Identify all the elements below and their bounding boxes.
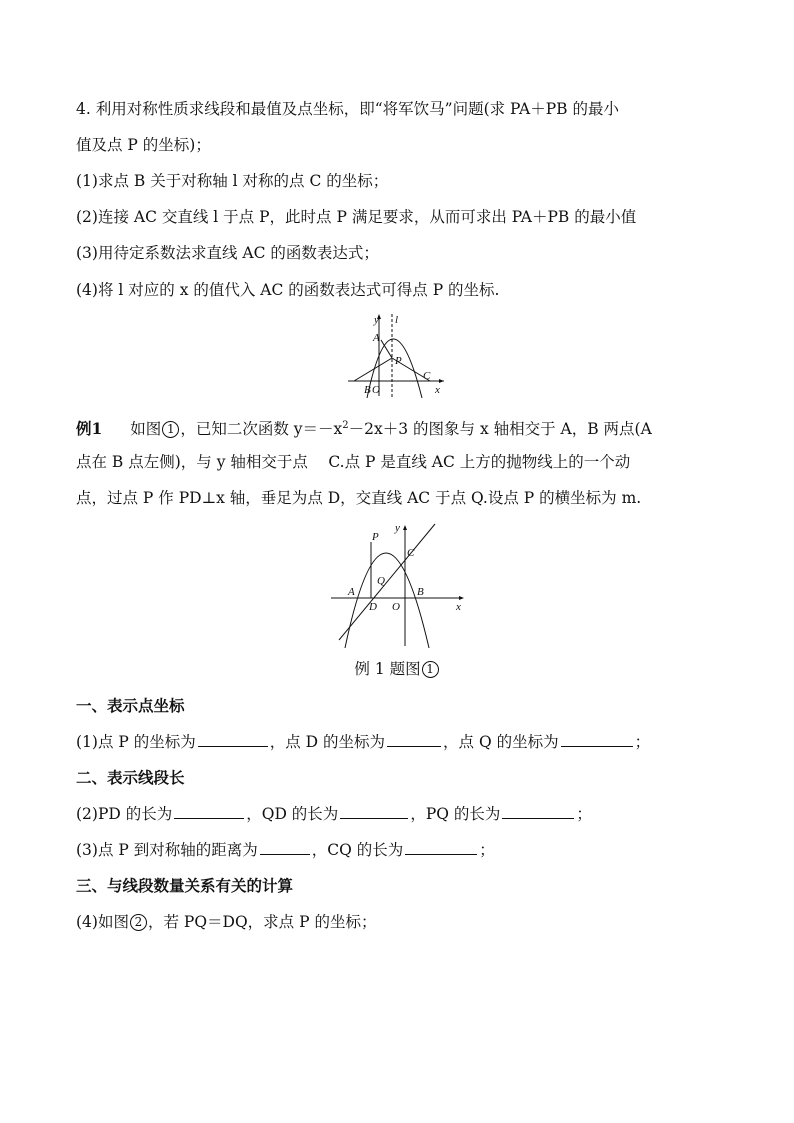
q4-text-a: (4)如图 (76, 913, 129, 931)
label-a: A (348, 586, 355, 598)
label-x: x (456, 601, 461, 613)
label-q: Q (377, 575, 385, 587)
example-label: 例1 (76, 419, 103, 439)
label-b: B (364, 384, 371, 396)
label-b: B (417, 586, 424, 598)
answer-blank-distance[interactable] (260, 839, 310, 855)
step-3: (3)用待定系数法求直线 AC 的函数表达式； (76, 244, 379, 262)
example-text-a: 如图 (130, 420, 162, 439)
q1-text-b: ，点 D 的坐标为 (269, 733, 386, 751)
answer-blank-pq[interactable] (502, 803, 574, 819)
answer-blank-cq[interactable] (405, 839, 477, 855)
section-2-heading: 二、表示线段长 (76, 768, 185, 787)
figure-ref-circle-2: 2 (130, 914, 147, 931)
x-axis-arrow (459, 596, 464, 600)
figure-2 (325, 518, 470, 654)
q4-text-b: ，若 PQ＝DQ，求点 P 的坐标； (147, 913, 377, 931)
figure-2-caption (0, 657, 794, 679)
q1-text-c: ，点 Q 的坐标为 (443, 733, 559, 751)
example-line-2: 点在 B 点左侧)，与 y 轴相交于点 C.点 P 是直线 AC 上方的抛物线上的一个动 (76, 453, 631, 471)
answer-blank-d[interactable] (387, 731, 441, 747)
line-ac (339, 524, 435, 640)
q1-end: ； (634, 733, 651, 751)
label-p: P (395, 355, 402, 367)
question-2 (76, 803, 592, 825)
answer-blank-q[interactable] (561, 731, 633, 747)
x-axis-arrow (439, 379, 444, 383)
y-axis-arrow (403, 525, 407, 530)
section-3-heading: 三、与线段数量关系有关的计算 (76, 876, 294, 895)
caption-circle: 1 (422, 661, 439, 678)
question-3 (76, 839, 495, 861)
exponent: 2 (342, 420, 349, 431)
example-text-c: －2x＋3 的图象与 x 轴相交于 A，B 两点(A (348, 420, 652, 439)
parabola (345, 553, 429, 648)
label-d: D (369, 601, 377, 613)
step-2: (2)连接 AC 交直线 l 于点 P，此时点 P 满足要求，从而可求出 PA＋PB 的最小值 (76, 208, 637, 226)
figure-1 (340, 310, 450, 404)
q2-text-b: ，QD 的长为 (246, 805, 339, 823)
q2-text-a: (2)PD 的长为 (76, 805, 173, 823)
question-1 (76, 731, 650, 753)
answer-blank-pd[interactable] (174, 803, 244, 819)
label-o: O (372, 384, 380, 396)
figure-ref-circle: 1 (162, 421, 179, 438)
answer-blank-qd[interactable] (340, 803, 408, 819)
answer-blank-p[interactable] (198, 731, 268, 747)
figure-1-svg (340, 310, 450, 400)
example-text-b: ，已知二次函数 y＝－x (180, 420, 343, 439)
intro-line-2: 值及点 P 的坐标)； (76, 136, 211, 154)
q3-end: ； (479, 841, 495, 859)
q2-end: ； (576, 805, 592, 823)
step-1: (1)求点 B 关于对称轴 l 对称的点 C 的坐标； (76, 172, 389, 190)
q3-text-a: (3)点 P 到对称轴的距离为 (76, 841, 258, 859)
segment-bp (354, 358, 392, 381)
label-x: x (435, 384, 440, 396)
example-line-1 (76, 415, 652, 440)
label-y: y (395, 522, 400, 534)
section-1-heading: 一、表示点坐标 (76, 696, 185, 715)
label-y: y (374, 314, 379, 326)
example-line-3: 点，过点 P 作 PD⊥x 轴，垂足为点 D，交直线 AC 于点 Q.设点 P 的横坐标为 m. (76, 489, 642, 507)
question-4 (76, 911, 376, 933)
label-l: l (395, 314, 399, 326)
caption-text: 例 1 题图 (354, 660, 421, 678)
label-o: O (392, 601, 400, 613)
label-a: A (373, 332, 380, 344)
label-p: P (372, 531, 379, 543)
step-4: (4)将 l 对应的 x 的值代入 AC 的函数表达式可得点 P 的坐标. (76, 281, 500, 299)
figure-2-svg (325, 518, 470, 650)
label-c: C (407, 547, 415, 559)
intro-line-1: 4. 利用对称性质求线段和最值及点坐标，即“将军饮马”问题(求 PA＋PB 的最小 (76, 100, 619, 118)
q1-text-a: (1)点 P 的坐标为 (76, 733, 196, 751)
label-c: C (423, 370, 431, 382)
q2-text-c: ，PQ 的长为 (410, 805, 501, 823)
q3-text-b: ，CQ 的长为 (311, 841, 404, 859)
